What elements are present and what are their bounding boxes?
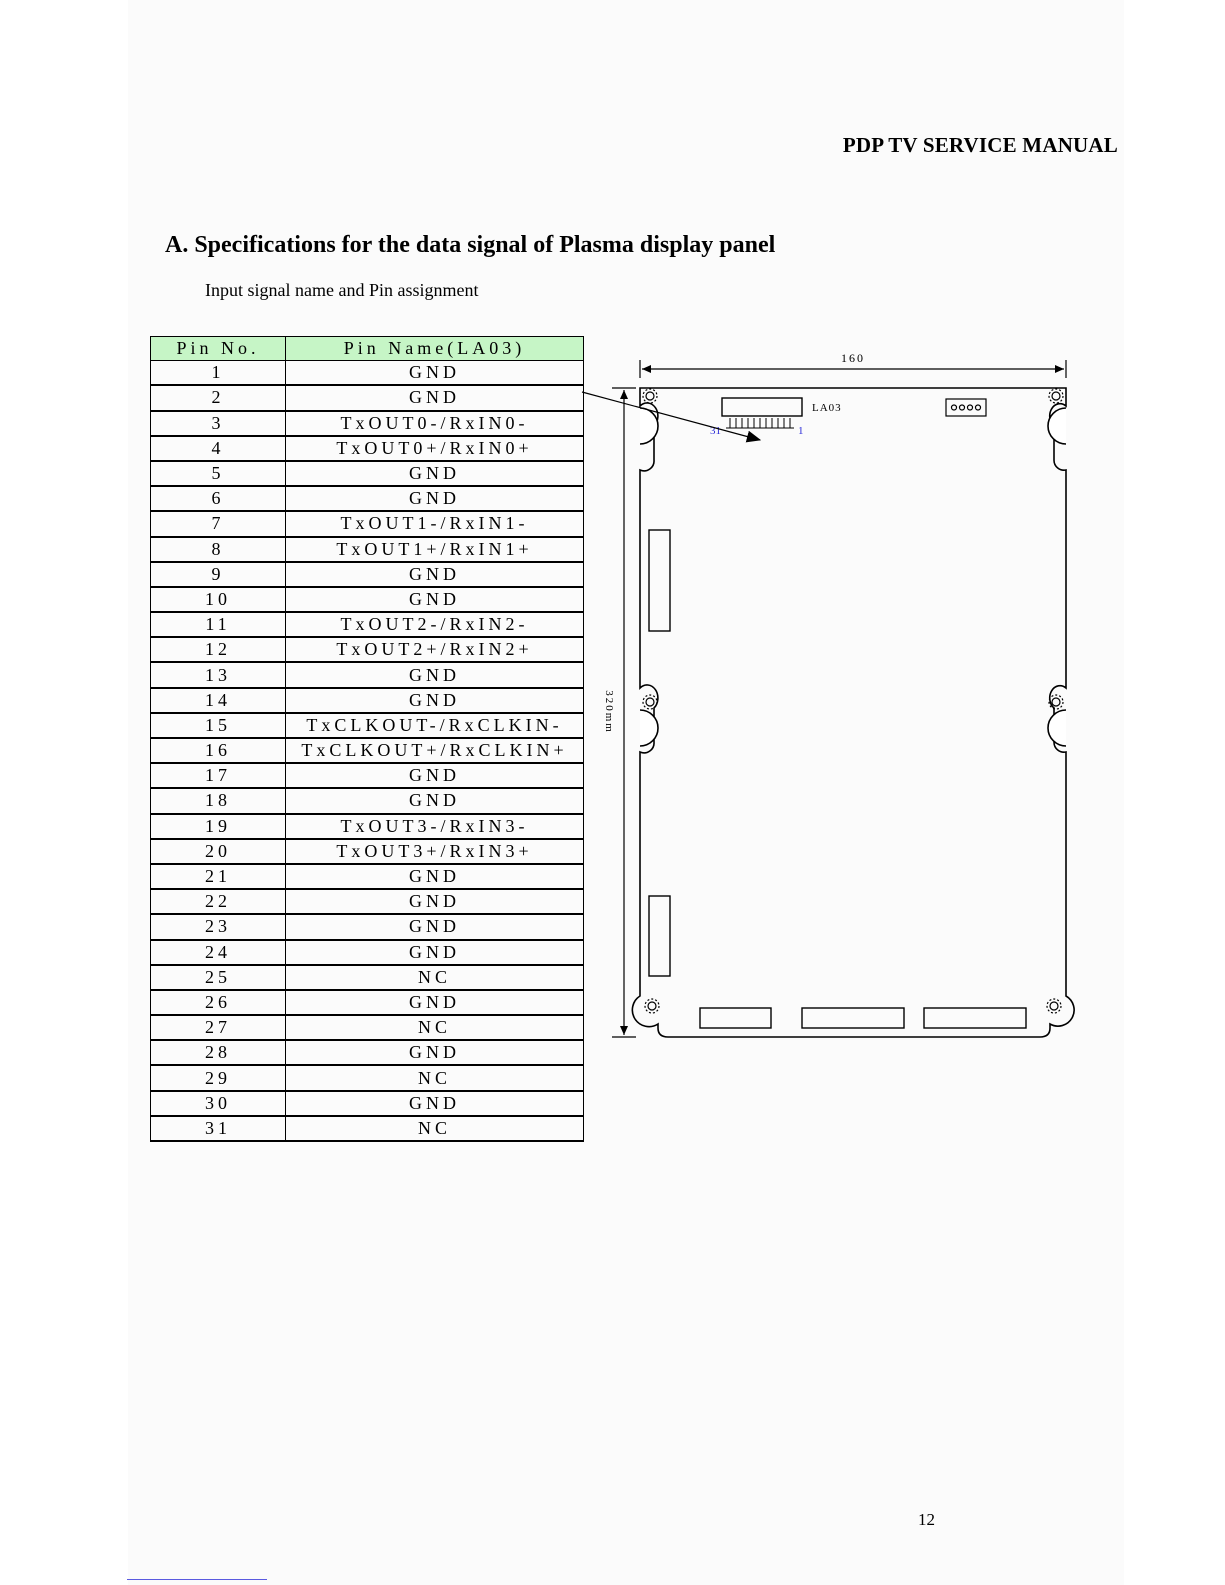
- bottom-connector-1: [700, 1008, 771, 1028]
- pin-number-cell: 18: [151, 788, 286, 813]
- pin-number-cell: 30: [151, 1091, 286, 1116]
- pin-number-cell: 7: [151, 511, 286, 536]
- mounting-holes: [643, 389, 1063, 1013]
- pin-name-cell: GND: [286, 662, 584, 687]
- pin-name-cell: GND: [286, 461, 584, 486]
- la03-connector: [722, 398, 802, 428]
- pin-number-cell: 2: [151, 385, 286, 410]
- pin-name-cell: NC: [286, 965, 584, 990]
- pin-31-label: 31: [710, 425, 721, 437]
- pin-number-cell: 25: [151, 965, 286, 990]
- pin-number-cell: 9: [151, 562, 286, 587]
- pin-name-cell: GND: [286, 688, 584, 713]
- pin-number-cell: 16: [151, 738, 286, 763]
- pin-name-cell: GND: [286, 361, 584, 386]
- pin-name-cell: GND: [286, 1091, 584, 1116]
- pin-number-cell: 12: [151, 637, 286, 662]
- pin-number-cell: 4: [151, 436, 286, 461]
- pin-number-cell: 10: [151, 587, 286, 612]
- pin-name-cell: TxOUT3-/RxIN3-: [286, 814, 584, 839]
- pin-name-cell: TxOUT2-/RxIN2-: [286, 612, 584, 637]
- left-connector-lower: [649, 896, 670, 976]
- pin-1-label: 1: [798, 425, 804, 437]
- pin-name-cell: NC: [286, 1116, 584, 1141]
- pin-number-cell: 29: [151, 1065, 286, 1090]
- header-pin-no: Pin No.: [151, 337, 286, 361]
- pin-name-cell: TxOUT3+/RxIN3+: [286, 839, 584, 864]
- four-pin-connector: [946, 399, 986, 416]
- pin-name-cell: GND: [286, 914, 584, 939]
- left-connector-upper: [649, 530, 670, 631]
- pin-number-cell: 31: [151, 1116, 286, 1141]
- pin-name-cell: GND: [286, 562, 584, 587]
- board-outline: [632, 388, 1074, 1037]
- pin-number-cell: 20: [151, 839, 286, 864]
- pin-name-cell: TxOUT0-/RxIN0-: [286, 411, 584, 436]
- pin-number-cell: 22: [151, 889, 286, 914]
- pin-number-cell: 5: [151, 461, 286, 486]
- pin-number-cell: 11: [151, 612, 286, 637]
- pin-name-cell: GND: [286, 587, 584, 612]
- pin-number-cell: 17: [151, 763, 286, 788]
- connector-label: LA03: [812, 402, 842, 414]
- pin-name-cell: GND: [286, 940, 584, 965]
- pin-name-cell: NC: [286, 1065, 584, 1090]
- pin-number-cell: 3: [151, 411, 286, 436]
- pin-name-cell: GND: [286, 864, 584, 889]
- pin-number-cell: 23: [151, 914, 286, 939]
- height-label: 320mm: [603, 690, 615, 734]
- pin-number-cell: 19: [151, 814, 286, 839]
- pin-number-cell: 28: [151, 1040, 286, 1065]
- pin-number-cell: 27: [151, 1015, 286, 1040]
- header-pin-name: Pin Name(LA03): [286, 337, 584, 361]
- pin-number-cell: 6: [151, 486, 286, 511]
- section-heading: A. Specifications for the data signal of Plasma display panel: [165, 232, 776, 258]
- pin-name-cell: TxOUT1+/RxIN1+: [286, 537, 584, 562]
- pin-name-cell: NC: [286, 1015, 584, 1040]
- manual-title: PDP TV SERVICE MANUAL: [842, 133, 1118, 157]
- page-number: 12: [918, 1510, 935, 1529]
- pin-number-cell: 24: [151, 940, 286, 965]
- pin-name-cell: GND: [286, 1040, 584, 1065]
- pin-name-cell: TxOUT0+/RxIN0+: [286, 436, 584, 461]
- width-label: 160: [841, 351, 865, 365]
- bottom-connector-3: [924, 1008, 1026, 1028]
- pin-number-cell: 1: [151, 361, 286, 386]
- pin-number-cell: 8: [151, 537, 286, 562]
- pin-number-cell: 14: [151, 688, 286, 713]
- pin-name-cell: TxOUT2+/RxIN2+: [286, 637, 584, 662]
- bottom-connector-2: [802, 1008, 904, 1028]
- pin-name-cell: GND: [286, 486, 584, 511]
- footer-link-rule: [127, 1579, 267, 1580]
- pin-name-cell: TxOUT1-/RxIN1-: [286, 511, 584, 536]
- section-subheading: Input signal name and Pin assignment: [205, 280, 479, 300]
- pin-name-cell: GND: [286, 385, 584, 410]
- pin-name-cell: GND: [286, 990, 584, 1015]
- pin-number-cell: 21: [151, 864, 286, 889]
- pin-name-cell: GND: [286, 763, 584, 788]
- notch-cutouts: [640, 408, 1066, 746]
- pin-name-cell: GND: [286, 889, 584, 914]
- pin-name-cell: GND: [286, 788, 584, 813]
- pin-number-cell: 13: [151, 662, 286, 687]
- pin-number-cell: 15: [151, 713, 286, 738]
- pin-number-cell: 26: [151, 990, 286, 1015]
- pin-name-cell: TxCLKOUT-/RxCLKIN-: [286, 713, 584, 738]
- pin-name-cell: TxCLKOUT+/RxCLKIN+: [286, 738, 584, 763]
